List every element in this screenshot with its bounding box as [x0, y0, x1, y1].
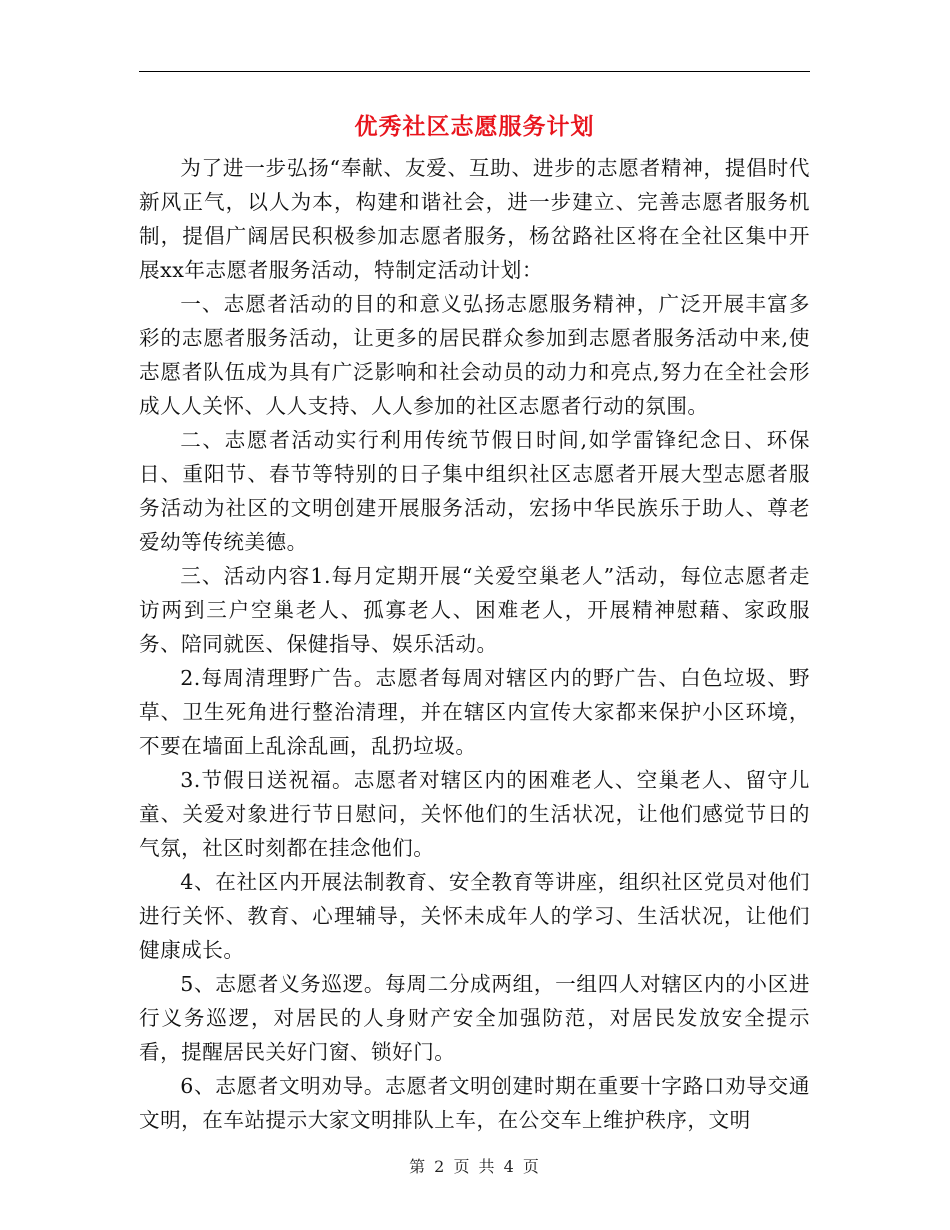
paragraph-activity-4: 4、在社区内开展法制教育、安全教育等讲座，组织社区党员对他们进行关怀、教育、心理辅导，关怀未成年人的学习、生活状况，让他们健康成长。: [139, 870, 810, 962]
paragraph-activity-1: 三、活动内容1.每月定期开展“关爱空巢老人”活动，每位志愿者走访两到三户空巢老人、孤寡老人、困难老人，开展精神慰藉、家政服务、陪同就医、保健指导、娱乐活动。: [139, 564, 810, 656]
paragraph-purpose: 一、志愿者活动的目的和意义弘扬志愿服务精神，广泛开展丰富多彩的志愿者服务活动，让更多的居民群众参加到志愿者服务活动中来,使志愿者队伍成为具有广泛影响和社会动员的动力和亮点,努力在全社会形成人人关怀、人人支持、人人参加的社区志愿者行动的氛围。: [139, 292, 810, 418]
paragraph-activity-3: 3.节假日送祝福。志愿者对辖区内的困难老人、空巢老人、留守儿童、关爱对象进行节日慰问，关怀他们的生活状况，让他们感觉节日的气氛，社区时刻都在挂念他们。: [139, 768, 810, 860]
page-footer: 第 2 页 共 4 页: [409, 1157, 541, 1176]
paragraph-activity-6: 6、志愿者文明劝导。志愿者文明创建时期在重要十字路口劝导交通文明，在车站提示大家文明排队上车，在公交车上维护秩序，文明: [139, 1074, 810, 1132]
document-body: [139, 151, 810, 1137]
paragraph-holidays: 二、志愿者活动实行利用传统节假日时间,如学雷锋纪念日、环保日、重阳节、春节等特别的日子集中组织社区志愿者开展大型志愿者服务活动为社区的文明创建开展服务活动，宏扬中华民族乐于助人、尊老爱幼等传统美德。: [139, 428, 810, 554]
paragraph-activity-2: 2.每周清理野广告。志愿者每周对辖区内的野广告、白色垃圾、野草、卫生死角进行整治清理，并在辖区内宣传大家都来保护小区环境，不要在墙面上乱涂乱画，乱扔垃圾。: [139, 666, 810, 758]
paragraph-intro: 为了进一步弘扬“奉献、友爱、互助、进步的志愿者精神，提倡时代新风正气，以人为本，构建和谐社会，进一步建立、完善志愿者服务机制，提倡广阔居民积极参加志愿者服务，杨岔路社区将在全社区集中开展xx年志愿者服务活动，特制定活动计划：: [139, 156, 810, 282]
header-rule: [139, 71, 810, 72]
document-title: 优秀社区志愿服务计划: [354, 114, 595, 140]
paragraph-activity-5: 5、志愿者义务巡逻。每周二分成两组，一组四人对辖区内的小区进行义务巡逻，对居民的人身财产安全加强防范，对居民发放安全提示看，提醒居民关好门窗、锁好门。: [139, 972, 810, 1064]
